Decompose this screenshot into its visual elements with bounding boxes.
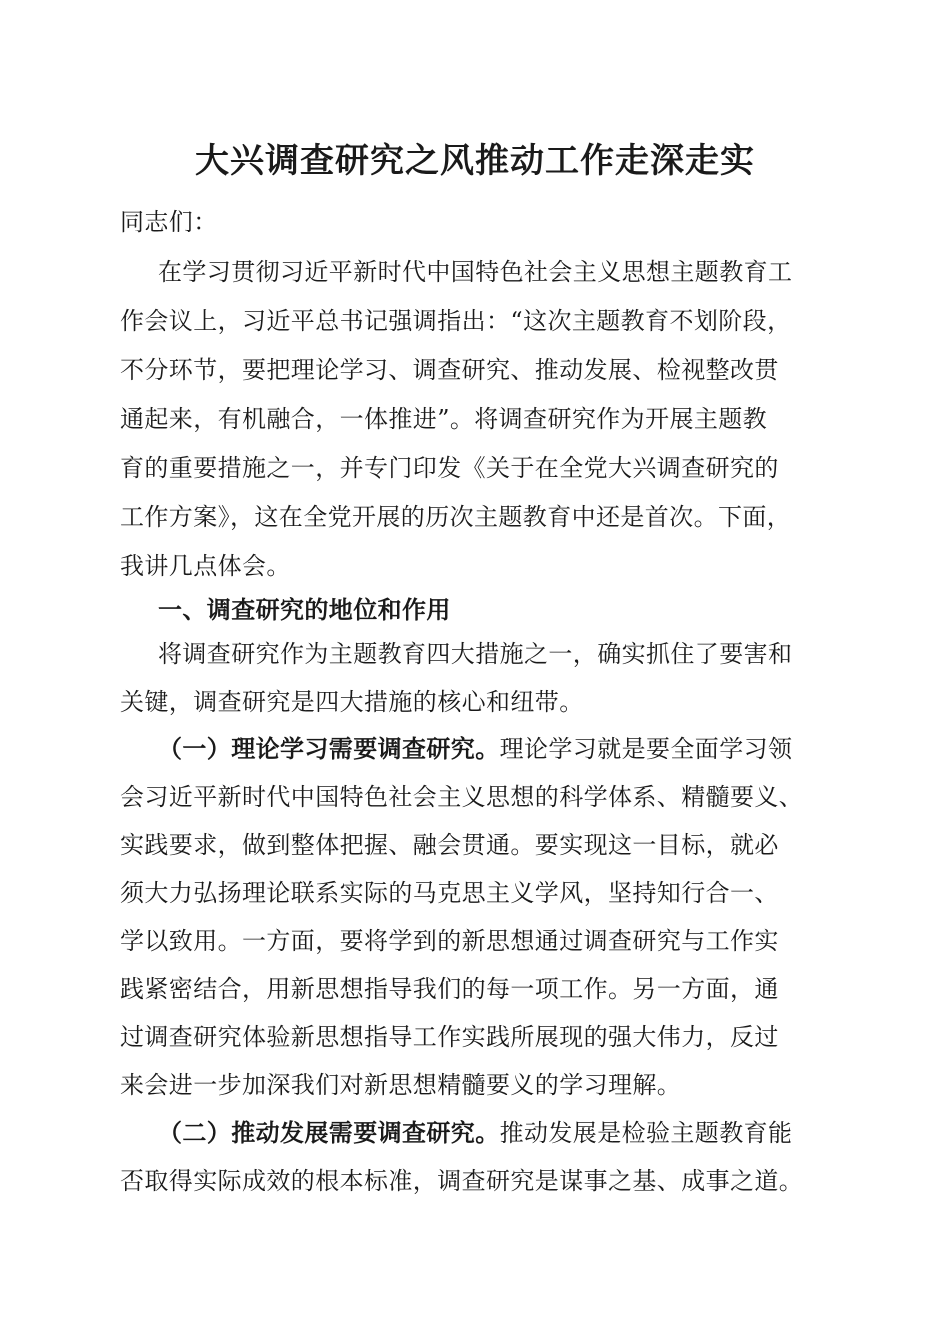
p1-line-7: 我讲几点体会。 bbox=[120, 552, 291, 580]
p3-line-4: 须大力弘扬理论联系实际的马克思主义学风，坚持知行合一、 bbox=[120, 879, 779, 907]
p3-line-6: 践紧密结合，用新思想指导我们的每一项工作。另一方面，通 bbox=[120, 975, 779, 1003]
p1-line-2: 作会议上，习近平总书记强调指出：“这次主题教育不划阶段， bbox=[120, 307, 792, 335]
p4-line-1-text: 推动发展是检验主题教育能 bbox=[499, 1119, 793, 1147]
p4-subheading: （二）推动发展需要调查研究。 bbox=[158, 1118, 500, 1147]
p4-line-2: 否取得实际成效的根本标准，调查研究是谋事之基、成事之道。 bbox=[120, 1167, 804, 1195]
p3-line-7: 过调查研究体验新思想指导工作实践所展现的强大伟力，反过 bbox=[120, 1023, 779, 1051]
p1-line-6: 工作方案》，这在全党开展的历次主题教育中还是首次。下面， bbox=[120, 503, 792, 531]
section-heading-1: 一、调查研究的地位和作用 bbox=[158, 596, 451, 624]
p2-line-1: 将调查研究作为主题教育四大措施之一，确实抓住了要害和 bbox=[158, 640, 793, 668]
p2-line-2: 关键，调查研究是四大措施的核心和纽带。 bbox=[120, 688, 584, 716]
p3-line-8: 来会进一步加深我们对新思想精髓要义的学习理解。 bbox=[120, 1071, 682, 1099]
p3-line-3: 实践要求，做到整体把握、融会贯通。要实现这一目标，就必 bbox=[120, 831, 779, 859]
p1-line-4: 通起来，有机融合，一体推进”。将调查研究作为开展主题教 bbox=[120, 405, 768, 433]
salutation: 同志们： bbox=[120, 208, 218, 236]
p3-line-5: 学以致用。一方面，要将学到的新思想通过调查研究与工作实 bbox=[120, 927, 779, 955]
p3-line-1 bbox=[158, 733, 792, 765]
p4-line-1 bbox=[158, 1117, 792, 1149]
p1-line-5: 育的重要措施之一，并专门印发《关于在全党大兴调查研究的 bbox=[120, 454, 779, 482]
p3-subheading: （一）理论学习需要调查研究。 bbox=[158, 734, 500, 763]
p1-line-1: 在学习贯彻习近平新时代中国特色社会主义思想主题教育工 bbox=[158, 258, 793, 286]
p3-line-2: 会习近平新时代中国特色社会主义思想的科学体系、精髓要义、 bbox=[120, 783, 804, 811]
document-title: 大兴调查研究之风推动工作走深走实 bbox=[195, 141, 755, 181]
p1-line-3: 不分环节，要把理论学习、调查研究、推动发展、检视整改贯 bbox=[120, 356, 779, 384]
p3-line-1-text: 理论学习就是要全面学习领 bbox=[499, 735, 793, 763]
